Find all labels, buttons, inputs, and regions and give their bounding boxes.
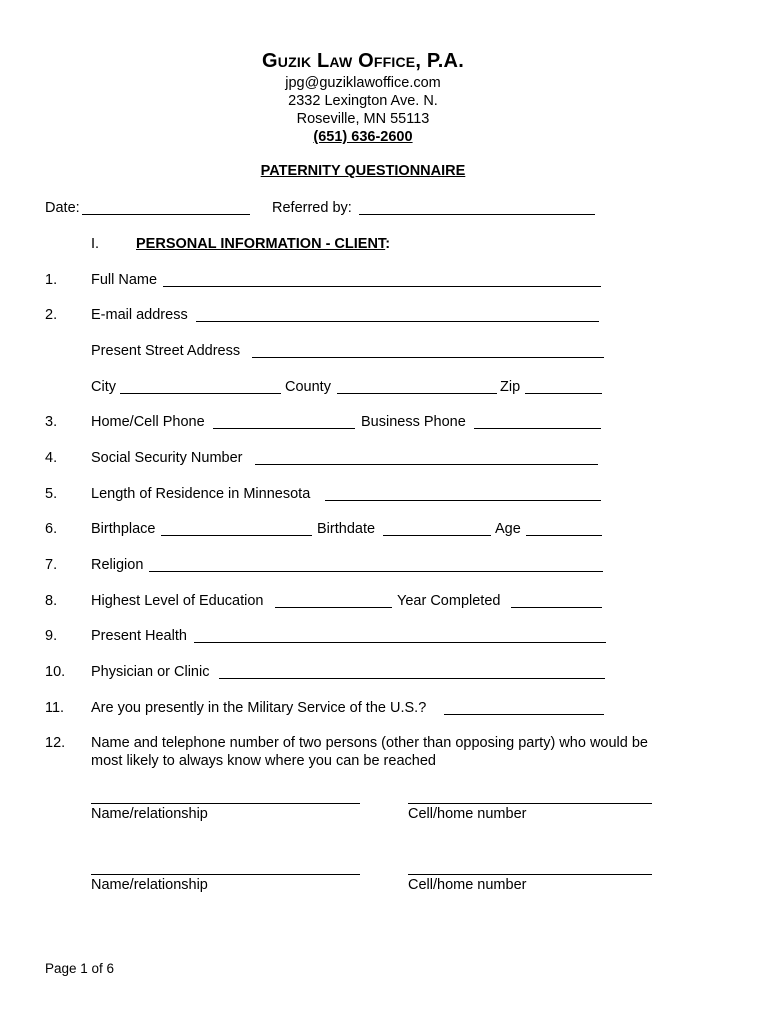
item-number-11: 11. (45, 700, 65, 716)
office-address-line2: Roseville, MN 55113 (296, 111, 430, 127)
section-colon: : (385, 236, 391, 252)
section-heading (136, 236, 390, 252)
contact2-name-field[interactable] (91, 874, 360, 875)
business-phone-field[interactable] (474, 428, 601, 429)
birthdate-field[interactable] (383, 535, 491, 536)
military-label: Are you presently in the Military Service of the U.S.? (91, 700, 427, 716)
contact1-number-field[interactable] (408, 803, 652, 804)
county-label: County (285, 379, 331, 395)
item-number-5: 5. (45, 486, 58, 502)
religion-label: Religion (91, 557, 144, 573)
date-label: Date: (45, 200, 80, 216)
zip-label: Zip (500, 379, 521, 395)
residence-label: Length of Residence in Minnesota (91, 486, 311, 502)
physician-label: Physician or Clinic (91, 664, 210, 680)
item-number-4: 4. (45, 450, 58, 466)
referred-by-label: Referred by: (272, 200, 352, 216)
city-label: City (91, 379, 116, 395)
section-title: PERSONAL INFORMATION - CLIENT (136, 236, 386, 252)
item-number-6: 6. (45, 521, 58, 537)
physician-field[interactable] (219, 678, 605, 679)
birthdate-label: Birthdate (317, 521, 376, 537)
contact2-name-label: Name/relationship (91, 877, 208, 893)
age-field[interactable] (526, 535, 602, 536)
home-phone-field[interactable] (213, 428, 355, 429)
contacts-question-line2: most likely to always know where you can be reached (91, 753, 436, 769)
date-field[interactable] (82, 214, 250, 215)
street-address-label: Present Street Address (91, 343, 241, 359)
full-name-field[interactable] (163, 286, 601, 287)
home-phone-label: Home/Cell Phone (91, 414, 205, 430)
street-address-field[interactable] (252, 357, 604, 358)
religion-field[interactable] (149, 571, 603, 572)
form-title: PATERNITY QUESTIONNAIRE (260, 163, 466, 179)
year-completed-label: Year Completed (397, 593, 501, 609)
city-field[interactable] (120, 393, 281, 394)
military-field[interactable] (444, 714, 604, 715)
business-phone-label: Business Phone (361, 414, 466, 430)
education-field[interactable] (275, 607, 392, 608)
contact2-number-field[interactable] (408, 874, 652, 875)
zip-field[interactable] (525, 393, 602, 394)
contact2-number-label: Cell/home number (408, 877, 527, 893)
residence-field[interactable] (325, 500, 601, 501)
office-phone: (651) 636-2600 (313, 129, 413, 145)
contact1-name-field[interactable] (91, 803, 360, 804)
contacts-question-line1: Name and telephone number of two persons (other than opposing party) who would be (91, 735, 648, 751)
age-label: Age (495, 521, 521, 537)
birthplace-field[interactable] (161, 535, 312, 536)
referred-by-field[interactable] (359, 214, 595, 215)
office-name: Guzik Law Office, P.A. (262, 50, 464, 72)
office-phone-wrap (0, 129, 726, 145)
health-field[interactable] (194, 642, 606, 643)
contact1-name-label: Name/relationship (91, 806, 208, 822)
birthplace-label: Birthplace (91, 521, 156, 537)
item-number-2: 2. (45, 307, 58, 323)
contact1-number-label: Cell/home number (408, 806, 527, 822)
full-name-label: Full Name (91, 272, 158, 288)
education-label: Highest Level of Education (91, 593, 264, 609)
county-field[interactable] (337, 393, 497, 394)
item-number-1: 1. (45, 272, 58, 288)
office-address-line1: 2332 Lexington Ave. N. (288, 93, 438, 109)
office-email: jpg@guziklawoffice.com (285, 75, 441, 91)
page-number: Page 1 of 6 (45, 961, 115, 976)
item-number-3: 3. (45, 414, 58, 430)
email-field[interactable] (196, 321, 599, 322)
item-number-10: 10. (45, 664, 66, 680)
ssn-field[interactable] (255, 464, 598, 465)
item-number-12: 12. (45, 735, 66, 751)
section-number: I. (91, 236, 100, 252)
health-label: Present Health (91, 628, 187, 644)
email-label: E-mail address (91, 307, 188, 323)
item-number-9: 9. (45, 628, 58, 644)
item-number-8: 8. (45, 593, 58, 609)
ssn-label: Social Security Number (91, 450, 243, 466)
year-completed-field[interactable] (511, 607, 602, 608)
item-number-7: 7. (45, 557, 58, 573)
